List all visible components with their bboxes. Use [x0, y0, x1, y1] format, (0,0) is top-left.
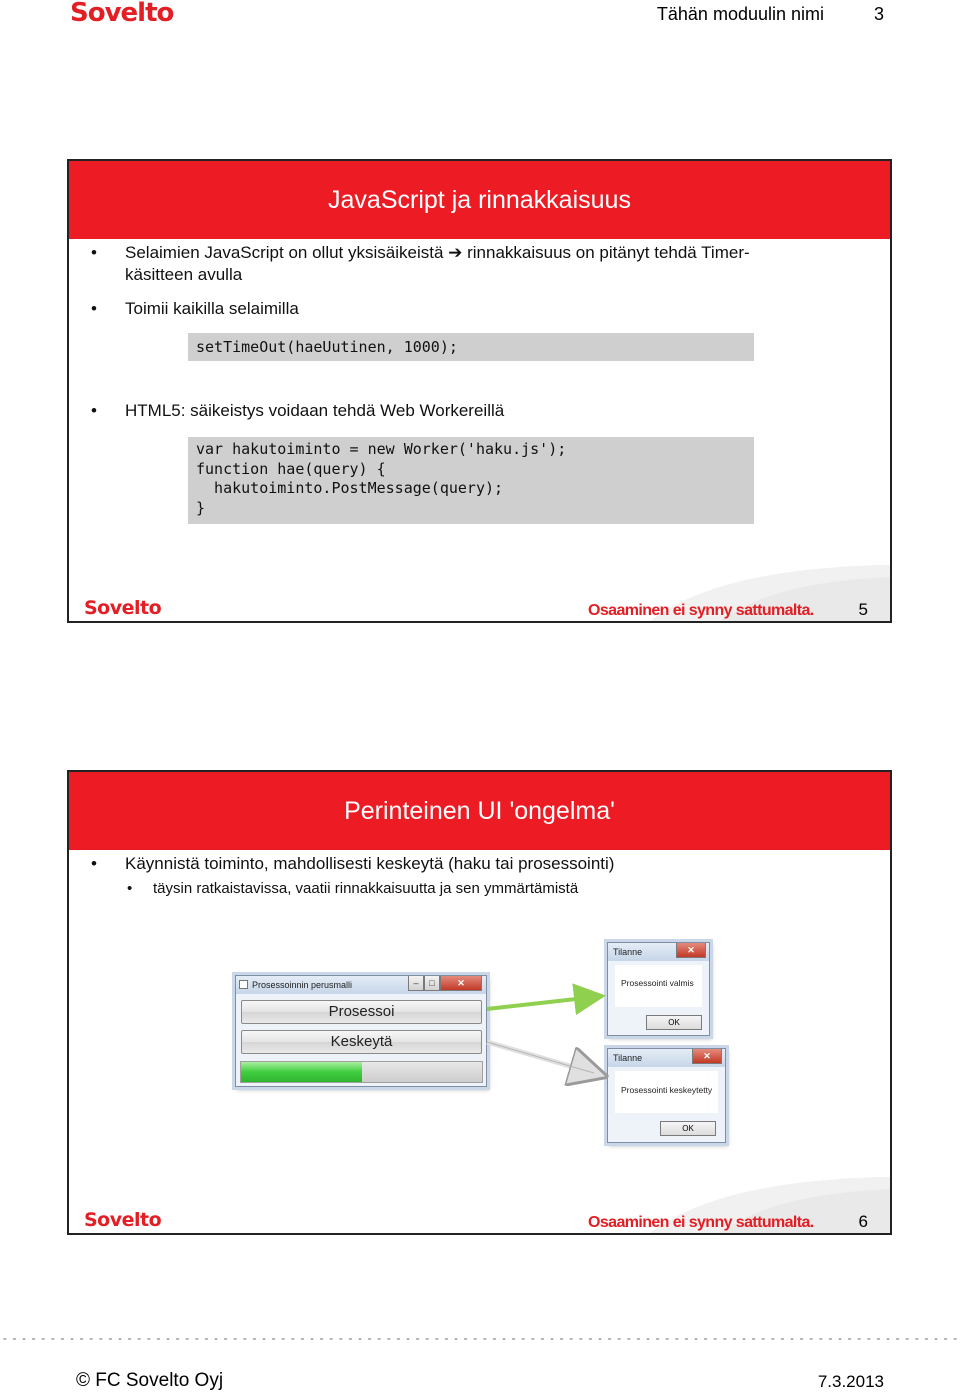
- slide-number: 5: [858, 600, 868, 619]
- slogan: Osaaminen ei synny sattumalta.: [588, 602, 814, 619]
- dialog-titlebar: [608, 1049, 725, 1067]
- slide-number: 6: [858, 1212, 868, 1231]
- dialog-titlebar: [608, 943, 709, 961]
- dotted-separator: [0, 1336, 960, 1342]
- close-icon: ✕: [676, 943, 706, 958]
- arrow-to-cancelled-dialog: [487, 1042, 594, 1073]
- slide-6: [67, 770, 892, 1235]
- code-block-worker: var hakutoiminto = new Worker('haku.js'); function hae(query) { hakutoiminto.PostMessage(query); }: [188, 437, 754, 524]
- slide-5: [67, 159, 892, 623]
- bullet-item: [91, 242, 830, 286]
- slide-title: Perinteinen UI 'ongelma': [69, 772, 890, 850]
- dialog-cancelled-screenshot: [607, 1048, 726, 1143]
- bullet-line: käsitteen avulla: [125, 265, 243, 284]
- window-title: Prosessoinnin perusmalli: [252, 980, 353, 990]
- slogan: Osaaminen ei synny sattumalta.: [588, 1214, 814, 1231]
- bullet-item: • Käynnistä toiminto, mahdollisesti keskeytä (haku tai prosessointi): [91, 853, 830, 875]
- sovelto-logo: Sovelto: [84, 1209, 162, 1231]
- progress-bar: [240, 1061, 483, 1083]
- dialog-title: Tilanne: [613, 947, 643, 957]
- bullet-list: [91, 400, 830, 422]
- maximize-icon: □: [424, 976, 440, 991]
- arrow-to-done-dialog: [487, 997, 594, 1009]
- ok-button: OK: [646, 1015, 702, 1030]
- sovelto-logo: Sovelto: [70, 0, 174, 28]
- sub-bullet-item: • täysin ratkaistavissa, vaatii rinnakkaisuutta ja sen ymmärtämistä: [91, 878, 830, 900]
- close-icon: ✕: [440, 976, 482, 991]
- bullet-item: • HTML5: säikeistys voidaan tehdä Web Workereillä: [91, 400, 830, 422]
- slide-title: JavaScript ja rinnakkaisuus: [69, 161, 890, 239]
- minimize-icon: –: [408, 976, 424, 991]
- page-number: 3: [873, 4, 884, 24]
- sub-bullet-list: [91, 878, 830, 900]
- close-icon: ✕: [692, 1049, 722, 1064]
- bullet-list: [91, 853, 830, 875]
- dialog-message: Prosessointi valmis: [615, 965, 702, 1007]
- app-icon: [239, 980, 248, 989]
- window-titlebar: [236, 976, 486, 994]
- code-block-timeout: setTimeOut(haeUutinen, 1000);: [188, 333, 754, 361]
- ok-button: OK: [660, 1121, 716, 1136]
- dialog-done-screenshot: [607, 942, 710, 1036]
- sovelto-logo: Sovelto: [84, 597, 162, 619]
- dialog-message: Prosessointi keskeytetty: [615, 1071, 718, 1113]
- progress-fill: [241, 1062, 362, 1082]
- module-name: Tähän moduulin nimi: [656, 4, 824, 24]
- footer-date: 7.3.2013: [817, 1372, 884, 1391]
- main-window-screenshot: [235, 975, 487, 1087]
- bullet-item: • Toimii kaikilla selaimilla: [91, 298, 830, 320]
- bullet-line: Selaimien JavaScript on ollut yksisäikeistä ➔ rinnakkaisuus on pitänyt tehdä Timer-: [125, 243, 750, 262]
- dialog-title: Tilanne: [613, 1053, 643, 1063]
- copyright: © FC Sovelto Oyj: [76, 1370, 224, 1391]
- process-button: Prosessoi: [241, 1000, 482, 1024]
- bullet-list: [91, 242, 830, 320]
- cancel-button: Keskeytä: [241, 1030, 482, 1054]
